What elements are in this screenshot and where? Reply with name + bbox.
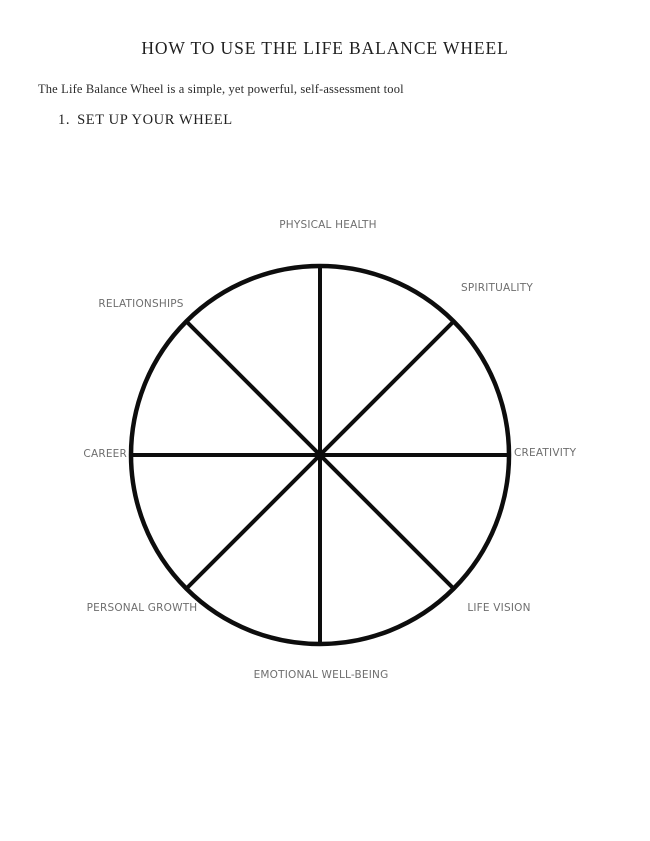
intro-text: The Life Balance Wheel is a simple, yet powerful, self-assessment tool bbox=[38, 82, 404, 96]
wheel-label-emotional-well-being: EMOTIONAL WELL-BEING bbox=[253, 669, 389, 681]
wheel-label-creativity: CREATIVITY bbox=[514, 447, 577, 459]
wheel-label-life-vision: LIFE VISION bbox=[467, 602, 531, 614]
wheel-label-physical-health: PHYSICAL HEALTH bbox=[279, 219, 377, 231]
page-title: HOW TO USE THE LIFE BALANCE WHEEL bbox=[141, 38, 509, 58]
wheel-label-spirituality: SPIRITUALITY bbox=[461, 282, 533, 294]
step-number: 1. bbox=[58, 112, 71, 128]
step-label: SET UP YOUR WHEEL bbox=[77, 112, 233, 128]
wheel-label-career: CAREER bbox=[83, 448, 127, 460]
wheel-label-relationships: RELATIONSHIPS bbox=[98, 298, 184, 310]
wheel-label-personal-growth: PERSONAL GROWTH bbox=[86, 602, 198, 614]
